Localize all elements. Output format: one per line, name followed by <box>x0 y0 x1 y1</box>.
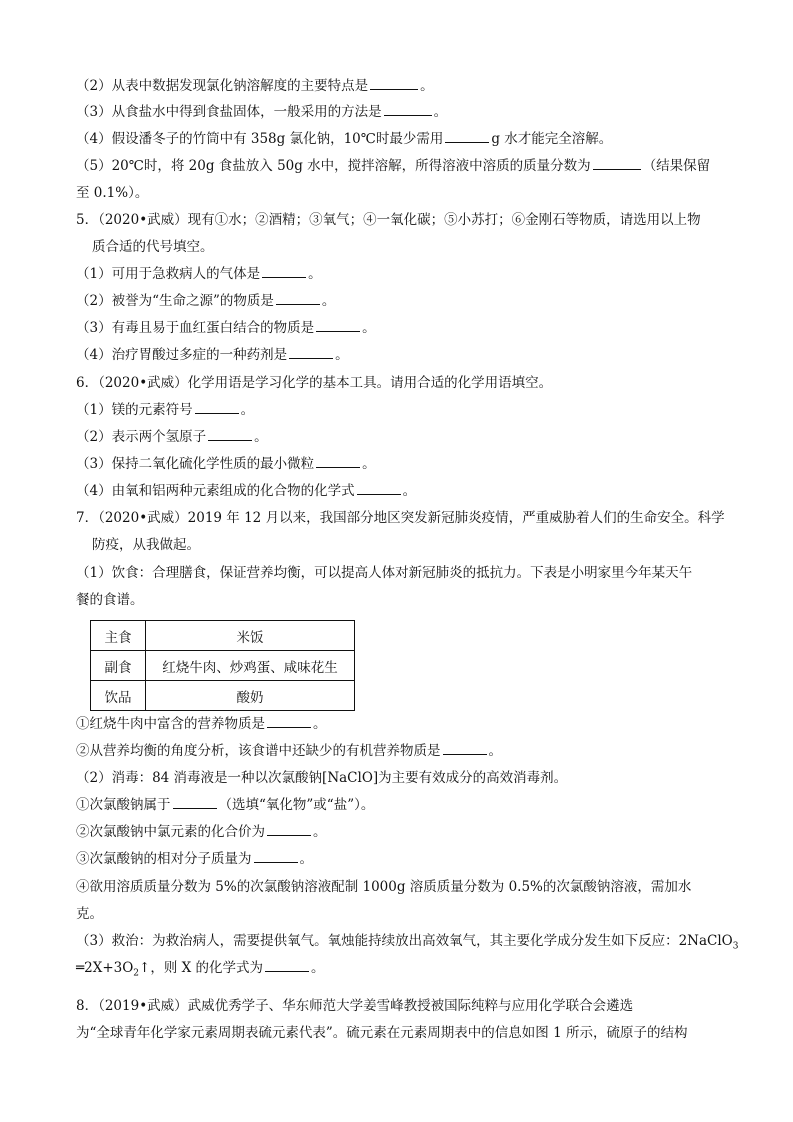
answer-blank[interactable] <box>316 318 360 332</box>
table-row <box>91 651 355 681</box>
q7-part3: （3）救治：为救治病人，需要提供氧气。氧烛能持续放出高效氧气，其主要化学成分发生如下反应：2NaClO$_3$ <box>76 933 739 952</box>
q5-part2: （2）被誉为“生命之源”的物质是 。 <box>76 293 336 309</box>
q5-stem-cont: 质合适的代号填空。 <box>92 239 214 255</box>
q7-t4: ④欲用溶质质量分数为 5%的次氯酸钠溶液配制 1000g 溶质质量分数为 0.5%的次氯酸钠溶液，需加水 <box>76 879 692 895</box>
q4-part2: （2）从表中数据发现氯化钠溶解度的主要特点是 。 <box>76 78 434 94</box>
table-cell-value: 米饭 <box>146 621 355 651</box>
q6-part4: （4）由氧和铝两种元素组成的化合物的化学式 。 <box>76 483 417 499</box>
q5-part1: （1）可用于急救病人的气体是 。 <box>76 266 322 282</box>
menu-table <box>90 620 355 711</box>
table-cell-value: 红烧牛肉、炒鸡蛋、咸味花生 <box>146 651 355 681</box>
q4-part5-cont: 至 0.1%）。 <box>76 185 149 201</box>
table-row <box>91 681 355 711</box>
q7-t4-cont: 克。 <box>76 906 103 922</box>
q7-part2: （2）消毒：84 消毒液是一种以次氯酸钠[NaClO]为主要有效成分的高效消毒剂。 <box>76 770 568 786</box>
table-cell-key: 主食 <box>91 621 146 651</box>
q5-part4: （4）治疗胃酸过多症的一种药剂是 。 <box>76 347 349 363</box>
q6-stem: 6．（2020•武威）化学用语是学习化学的基本工具。请用合适的化学用语填空。 <box>76 375 553 391</box>
answer-blank[interactable] <box>195 400 239 414</box>
table-row <box>91 621 355 651</box>
answer-blank[interactable] <box>370 76 418 90</box>
answer-blank[interactable] <box>254 849 298 863</box>
answer-blank[interactable] <box>357 481 401 495</box>
answer-blank[interactable] <box>267 714 311 728</box>
answer-blank[interactable] <box>173 795 217 809</box>
answer-blank[interactable] <box>445 129 489 143</box>
answer-blank[interactable] <box>384 102 432 116</box>
q5-stem: 5．（2020•武威）现有①水；②酒精；③氧气；④一氧化碳；⑤小苏打；⑥金刚石等物质，请选用以上物 <box>76 212 701 228</box>
q6-part1: （1）镁的元素符号 。 <box>76 402 255 418</box>
q7-part1: （1）饮食：合理膳食，保证营养均衡，可以提高人体对新冠肺炎的抵抗力。下表是小明家里今年某天午 <box>76 565 693 581</box>
q7-sub2: ②从营养均衡的角度分析，该食谱中还缺少的有机营养物质是 。 <box>76 743 502 759</box>
answer-blank[interactable] <box>593 156 641 170</box>
answer-blank[interactable] <box>443 741 487 755</box>
answer-blank[interactable] <box>267 822 311 836</box>
table-cell-value: 酸奶 <box>146 681 355 711</box>
q7-t1: ①次氯酸钠属于 （选填“氧化物”或“盐”）。 <box>76 797 375 813</box>
table-cell-key: 饮品 <box>91 681 146 711</box>
q8-stem: 8．（2019•武威）武威优秀学子、华东师范大学姜雪峰教授被国际纯粹与应用化学联合会遴选 <box>76 998 634 1014</box>
q4-part3: （3）从食盐水中得到食盐固体，一般采用的方法是 。 <box>76 104 448 120</box>
q4-part4: （4）假设潘冬子的竹筒中有 358g 氯化钠，10℃时最少需用 g 水才能完全溶解。 <box>76 131 613 147</box>
q7-stem-cont: 防疫，从我做起。 <box>92 537 200 553</box>
q7-stem: 7．（2020•武威）2019 年 12 月以来，我国部分地区突发新冠肺炎疫情，严重威胁着人们的生命安全。科学 <box>76 510 725 526</box>
answer-blank[interactable] <box>262 264 306 278</box>
q7-t2: ②次氯酸钠中氯元素的化合价为 。 <box>76 824 327 840</box>
q7-part1-cont: 餐的食谱。 <box>76 592 144 608</box>
answer-blank[interactable] <box>276 291 320 305</box>
q7-t3: ③次氯酸钠的相对分子质量为 。 <box>76 851 313 867</box>
q7-part3-cont: $═2X+3O_2↑$，则 X 的化学式为 。 <box>76 960 325 979</box>
q6-part3: （3）保持二氧化硫化学性质的最小微粒 。 <box>76 456 376 472</box>
q6-part2: （2）表示两个氢原子 。 <box>76 429 268 445</box>
answer-blank[interactable] <box>316 454 360 468</box>
table-cell-key: 副食 <box>91 651 146 681</box>
q8-stem-cont: 为“全球青年化学家元素周期表硫元素代表”。硫元素在元素周期表中的信息如图 1 所示，硫原子的结构 <box>76 1025 688 1041</box>
q5-part3: （3）有毒且易于血红蛋白结合的物质是 。 <box>76 320 376 336</box>
answer-blank[interactable] <box>289 345 333 359</box>
answer-blank[interactable] <box>208 427 252 441</box>
q7-sub1: ①红烧牛肉中富含的营养物质是 。 <box>76 716 327 732</box>
answer-blank[interactable] <box>265 958 309 972</box>
q4-part5: （5）20℃时，将 20g 食盐放入 50g 水中，搅拌溶解，所得溶液中溶质的质量分数为 （结果保留 <box>76 158 711 174</box>
